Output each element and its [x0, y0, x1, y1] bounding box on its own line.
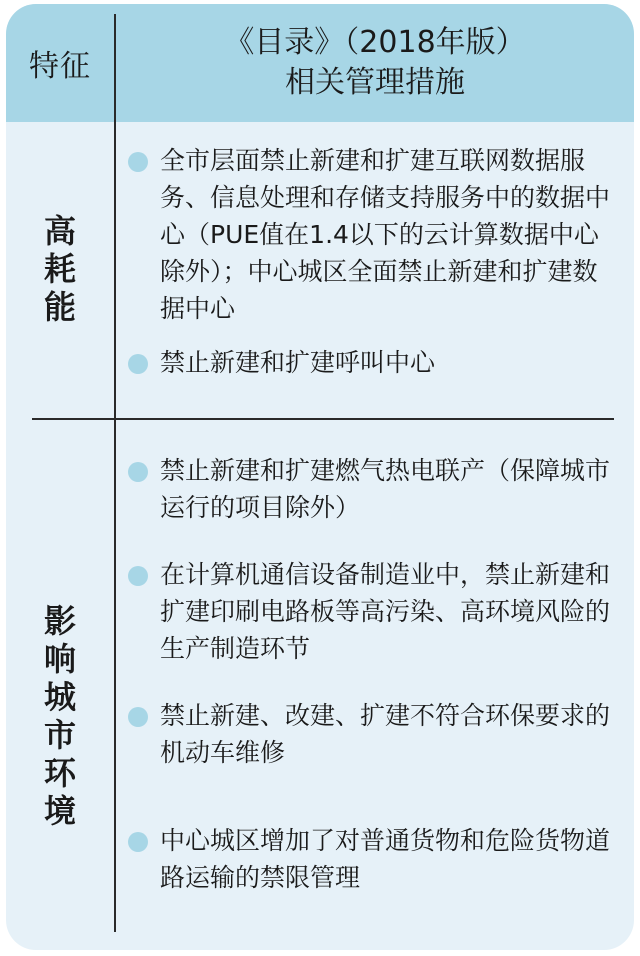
list-item-text: 禁止新建和扩建呼叫中心 — [160, 348, 436, 377]
header-feature: 特征 — [29, 49, 91, 84]
row-divider — [32, 418, 614, 420]
list-item — [130, 822, 620, 896]
list-item — [130, 452, 620, 526]
list-item-text: 禁止新建、改建、扩建不符合环保要求的机动车维修 — [160, 701, 611, 767]
row-label-char: 能 — [43, 288, 76, 326]
row-label-high-energy — [6, 212, 114, 326]
row-label-char: 耗 — [43, 250, 76, 288]
bullet-icon — [128, 354, 148, 374]
row-label-char: 市 — [43, 716, 76, 754]
list-item-text: 禁止新建和扩建燃气热电联产（保障城市运行的项目除外） — [160, 456, 611, 522]
header-measures — [116, 4, 634, 122]
row-label-char: 环 — [43, 754, 76, 792]
row-label-char: 境 — [43, 792, 76, 830]
list-item — [130, 556, 620, 667]
bullet-icon — [128, 462, 148, 482]
list-item-text: 中心城区增加了对普通货物和危险货物道路运输的禁限管理 — [160, 826, 611, 892]
list-item — [130, 142, 620, 327]
header-measures-line1: 《目录》（2018年版） — [224, 25, 526, 60]
policy-table-card — [6, 4, 634, 950]
bullet-icon — [128, 707, 148, 727]
row-label-urban-environment — [6, 602, 114, 830]
row-label-char: 响 — [43, 640, 76, 678]
column-divider — [114, 14, 116, 932]
list-item-text: 全市层面禁止新建和扩建互联网数据服务、信息处理和存储支持服务中的数据中心（PUE值在1.4以下的云计算数据中心除外）；中心城区全面禁止新建和扩建数据中心 — [160, 146, 611, 323]
row-label-char: 影 — [43, 602, 76, 640]
bullet-icon — [128, 152, 148, 172]
row-label-char: 高 — [43, 212, 76, 250]
list-item-text: 在计算机通信设备制造业中，禁止新建和扩建印刷电路板等高污染、高环境风险的生产制造环节 — [160, 560, 611, 663]
list-item — [130, 344, 620, 381]
list-item — [130, 697, 620, 771]
bullet-icon — [128, 566, 148, 586]
bullet-icon — [128, 832, 148, 852]
header-measures-line2: 相关管理措施 — [285, 65, 465, 100]
row-label-char: 城 — [43, 678, 76, 716]
